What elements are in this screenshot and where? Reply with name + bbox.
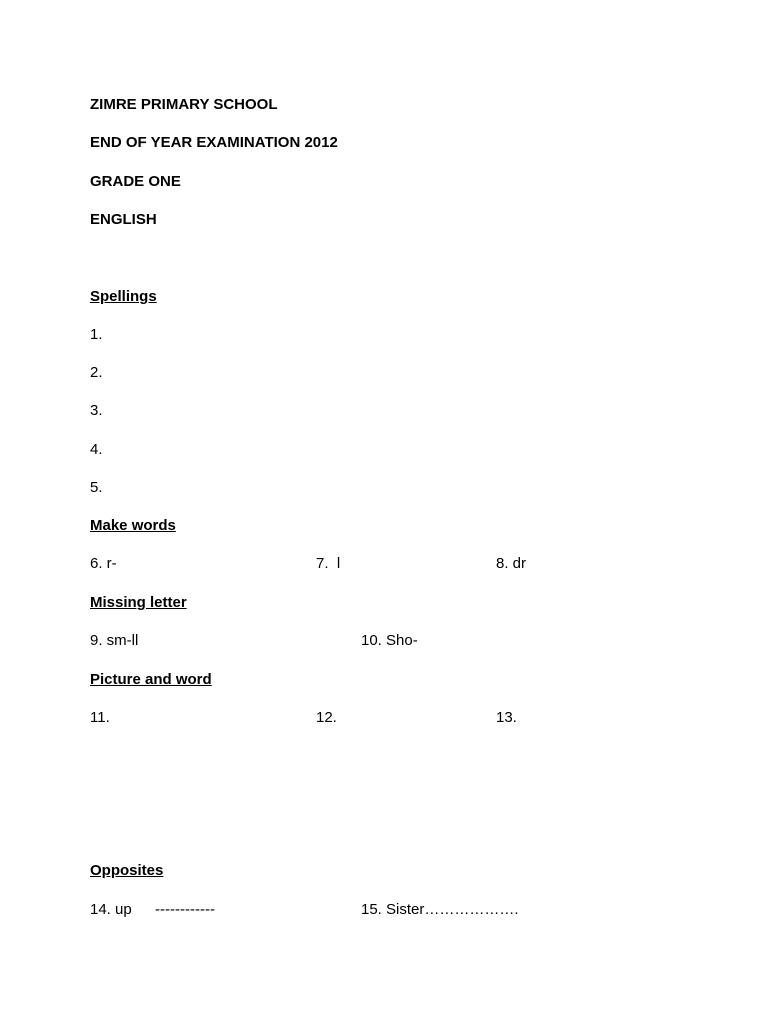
make-words-item-8: 8. dr xyxy=(496,555,527,572)
exam-title: END OF YEAR EXAMINATION 2012 xyxy=(90,134,338,151)
subject-label: ENGLISH xyxy=(90,211,157,228)
section-heading-picture-and-word: Picture and word xyxy=(90,671,212,688)
section-heading-make-words: Make words xyxy=(90,517,176,534)
make-words-item-7: 7. l xyxy=(316,555,341,572)
missing-letter-item-10: 10. Sho- xyxy=(361,632,418,649)
spelling-item-4: 4. xyxy=(90,441,103,458)
make-words-item-6: 6. r- xyxy=(90,555,117,572)
opposites-item-14-word: 14. up xyxy=(90,901,132,918)
spelling-item-1: 1. xyxy=(90,326,103,343)
spelling-item-5: 5. xyxy=(90,479,103,496)
opposites-item-15: 15. Sister………………. xyxy=(361,901,519,918)
grade-label: GRADE ONE xyxy=(90,173,181,190)
section-heading-spellings: Spellings xyxy=(90,288,157,305)
picture-word-item-12: 12. xyxy=(316,709,337,726)
missing-letter-item-9: 9. sm-ll xyxy=(90,632,139,649)
spelling-item-3: 3. xyxy=(90,402,103,419)
picture-word-item-11: 11. xyxy=(90,709,110,726)
spelling-item-2: 2. xyxy=(90,364,103,381)
opposites-item-14-blank: ------------ xyxy=(155,901,215,918)
section-heading-opposites: Opposites xyxy=(90,862,164,879)
picture-word-item-13: 13. xyxy=(496,709,517,726)
section-heading-missing-letter: Missing letter xyxy=(90,594,187,611)
school-name: ZIMRE PRIMARY SCHOOL xyxy=(90,96,278,113)
